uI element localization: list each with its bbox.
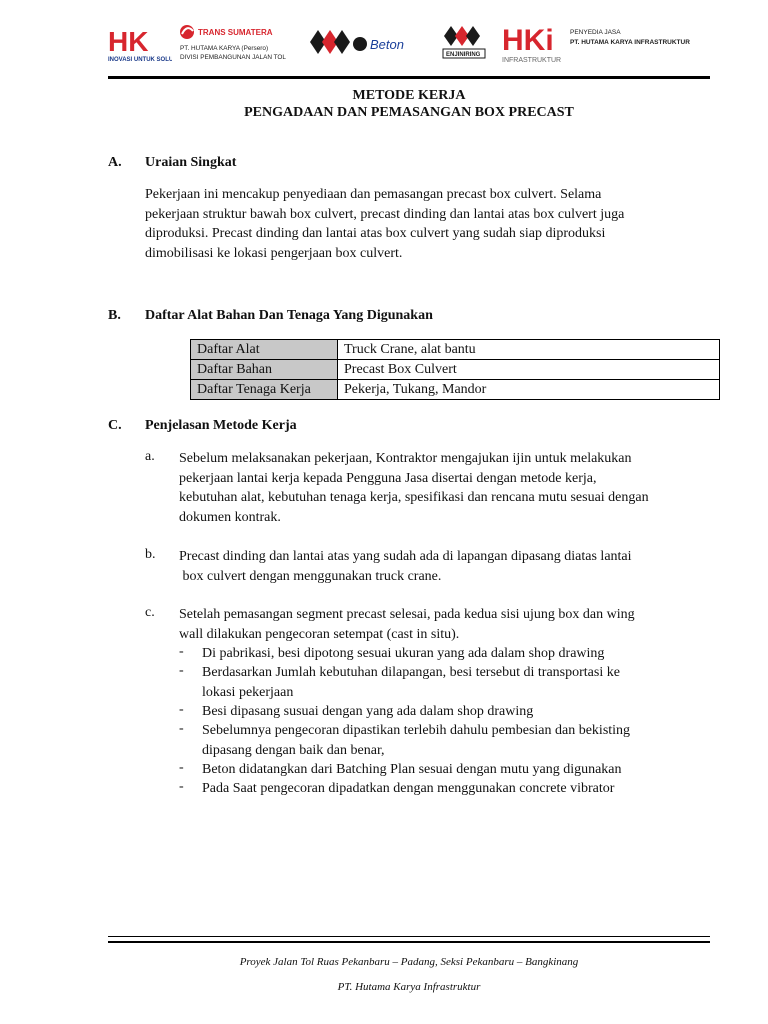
item-a-line: Sebelum melaksanakan pekerjaan, Kontraktor mengajukan ijin untuk melakukan: [179, 451, 632, 466]
bullet-text: Besi dipasang susuai dengan yang ada dalam shop drawing: [202, 704, 534, 719]
footer-rule-thin: [108, 936, 710, 937]
bullet-dash: -: [179, 779, 184, 794]
item-a-line: pekerjaan lantai kerja kepada Pengguna Jasa disertai dengan metode kerja,: [179, 470, 597, 486]
bullet-body: [202, 721, 695, 760]
table-row: [191, 380, 720, 400]
item-c-letter: c.: [145, 605, 155, 620]
header-rule: [108, 76, 710, 79]
hk-tagline: INOVASI UNTUK SOLUSI: [108, 57, 172, 63]
table-key-cell: Daftar Bahan: [191, 360, 338, 380]
document-title: METODE KERJA: [352, 88, 466, 103]
item-c-body: [179, 605, 695, 644]
item-b-line: box culvert dengan menggunakan truck crane.: [179, 568, 442, 584]
section-c-letter: C.: [108, 418, 122, 433]
wika-beton-text: Beton: [370, 37, 404, 52]
item-c-line: Setelah pemasangan segment precast selesai, pada kedua sisi ujung box dan wing: [179, 607, 635, 622]
item-a-line: dokumen kontrak.: [179, 509, 281, 525]
trans-sumatera-logo: [178, 22, 298, 64]
table-row: [191, 340, 720, 360]
section-a-line: Pekerjaan ini mencakup penyediaan dan pemasangan precast box culvert. Selama: [145, 187, 602, 202]
table-key-cell: Daftar Tenaga Kerja: [191, 380, 338, 400]
item-b-body: [179, 547, 695, 586]
bullet-text: Beton didatangkan dari Batching Plan sesuai dengan mutu yang digunakan: [202, 762, 622, 777]
hk-mark: HK: [108, 27, 149, 57]
hutama-karya-infrastruktur-logo: [502, 20, 702, 66]
bullet-body: [202, 663, 695, 702]
section-a-letter: A.: [108, 155, 122, 170]
bullet-dash: -: [179, 663, 184, 678]
footer-rule-thick: [108, 941, 710, 943]
section-a-line: pekerjaan struktur bawah box culvert, precast dinding dan lantai atas box culvert juga: [145, 206, 625, 222]
table-key-cell: Daftar Alat: [191, 340, 338, 360]
hki-sub: INFRASTRUKTUR: [502, 57, 562, 64]
wika-engineering-logo: [442, 22, 494, 64]
bullet-dash: -: [179, 702, 184, 717]
wika-circle-icon: [353, 37, 367, 51]
bullet-dash: -: [179, 721, 184, 736]
table-value-cell: Pekerja, Tukang, Mandor: [338, 380, 720, 400]
wika-engineering-text: ENJINIRING: [446, 52, 481, 58]
table-value-cell: Precast Box Culvert: [338, 360, 720, 380]
table-row: [191, 360, 720, 380]
bullet-text: Di pabrikasi, besi dipotong sesuai ukuran yang ada dalam shop drawing: [202, 646, 605, 661]
footer-company: PT. Hutama Karya Infrastruktur: [337, 981, 481, 993]
footer-project: Proyek Jalan Tol Ruas Pekanbaru – Padang, Seksi Pekanbaru – Bangkinang: [239, 956, 579, 968]
bullet-text: lokasi pekerjaan: [202, 684, 294, 700]
resources-table: [190, 339, 720, 400]
section-a-body: [145, 185, 695, 263]
item-b-letter: b.: [145, 547, 156, 562]
item-a-body: [179, 449, 695, 527]
bullet-text: Berdasarkan Jumlah kebutuhan dilapangan, besi tersebut di transportasi ke: [202, 665, 620, 680]
section-a-heading: Uraian Singkat: [145, 155, 237, 170]
section-a-line: dimobilisasi ke lokasi pengerjaan box culvert.: [145, 245, 403, 261]
hutama-karya-logo: [108, 27, 172, 63]
section-c-heading: Penjelasan Metode Kerja: [145, 418, 297, 433]
item-a-letter: a.: [145, 449, 155, 464]
table-value-cell: Truck Crane, alat bantu: [338, 340, 720, 360]
bullet-dash: -: [179, 644, 184, 659]
hki-line2: PT. HUTAMA KARYA INFRASTRUKTUR: [570, 39, 690, 46]
ts-line1: PT. HUTAMA KARYA (Persero): [180, 45, 269, 52]
item-a-line: kebutuhan alat, kebutuhan tenaga kerja, spesifikasi dan rencana mutu sesuai dengan: [179, 490, 649, 505]
ts-line2: DIVISI PEMBANGUNAN JALAN TOL: [180, 54, 286, 61]
bullet-text: dipasang dengan baik dan benar,: [202, 742, 385, 758]
wika-beton-logo: [308, 22, 438, 64]
item-c-line: wall dilakukan pengecoran setempat (cast in situ).: [179, 626, 460, 642]
ts-brand: TRANS SUMATERA: [198, 28, 273, 37]
wika-mark-icon: [310, 30, 350, 54]
hki-mark: HKi: [502, 24, 554, 57]
item-b-line: Precast dinding dan lantai atas yang sudah ada di lapangan dipasang diatas lantai: [179, 549, 632, 564]
bullet-text: Sebelumnya pengecoran dipastikan terlebih dahulu pembesian dan bekisting: [202, 723, 631, 738]
section-b-heading: Daftar Alat Bahan Dan Tenaga Yang Digunakan: [145, 308, 433, 323]
bullet-dash: -: [179, 760, 184, 775]
document-subtitle: PENGADAAN DAN PEMASANGAN BOX PRECAST: [244, 105, 574, 120]
section-b-letter: B.: [108, 308, 121, 323]
section-a-line: diproduksi. Precast dinding dan lantai atas box culvert yang sudah siap diproduksi: [145, 226, 606, 241]
bullet-text: Pada Saat pengecoran dipadatkan dengan menggunakan concrete vibrator: [202, 781, 615, 796]
hki-line1: PENYEDIA JASA: [570, 29, 621, 36]
wika-engineering-mark-icon: [444, 26, 480, 46]
